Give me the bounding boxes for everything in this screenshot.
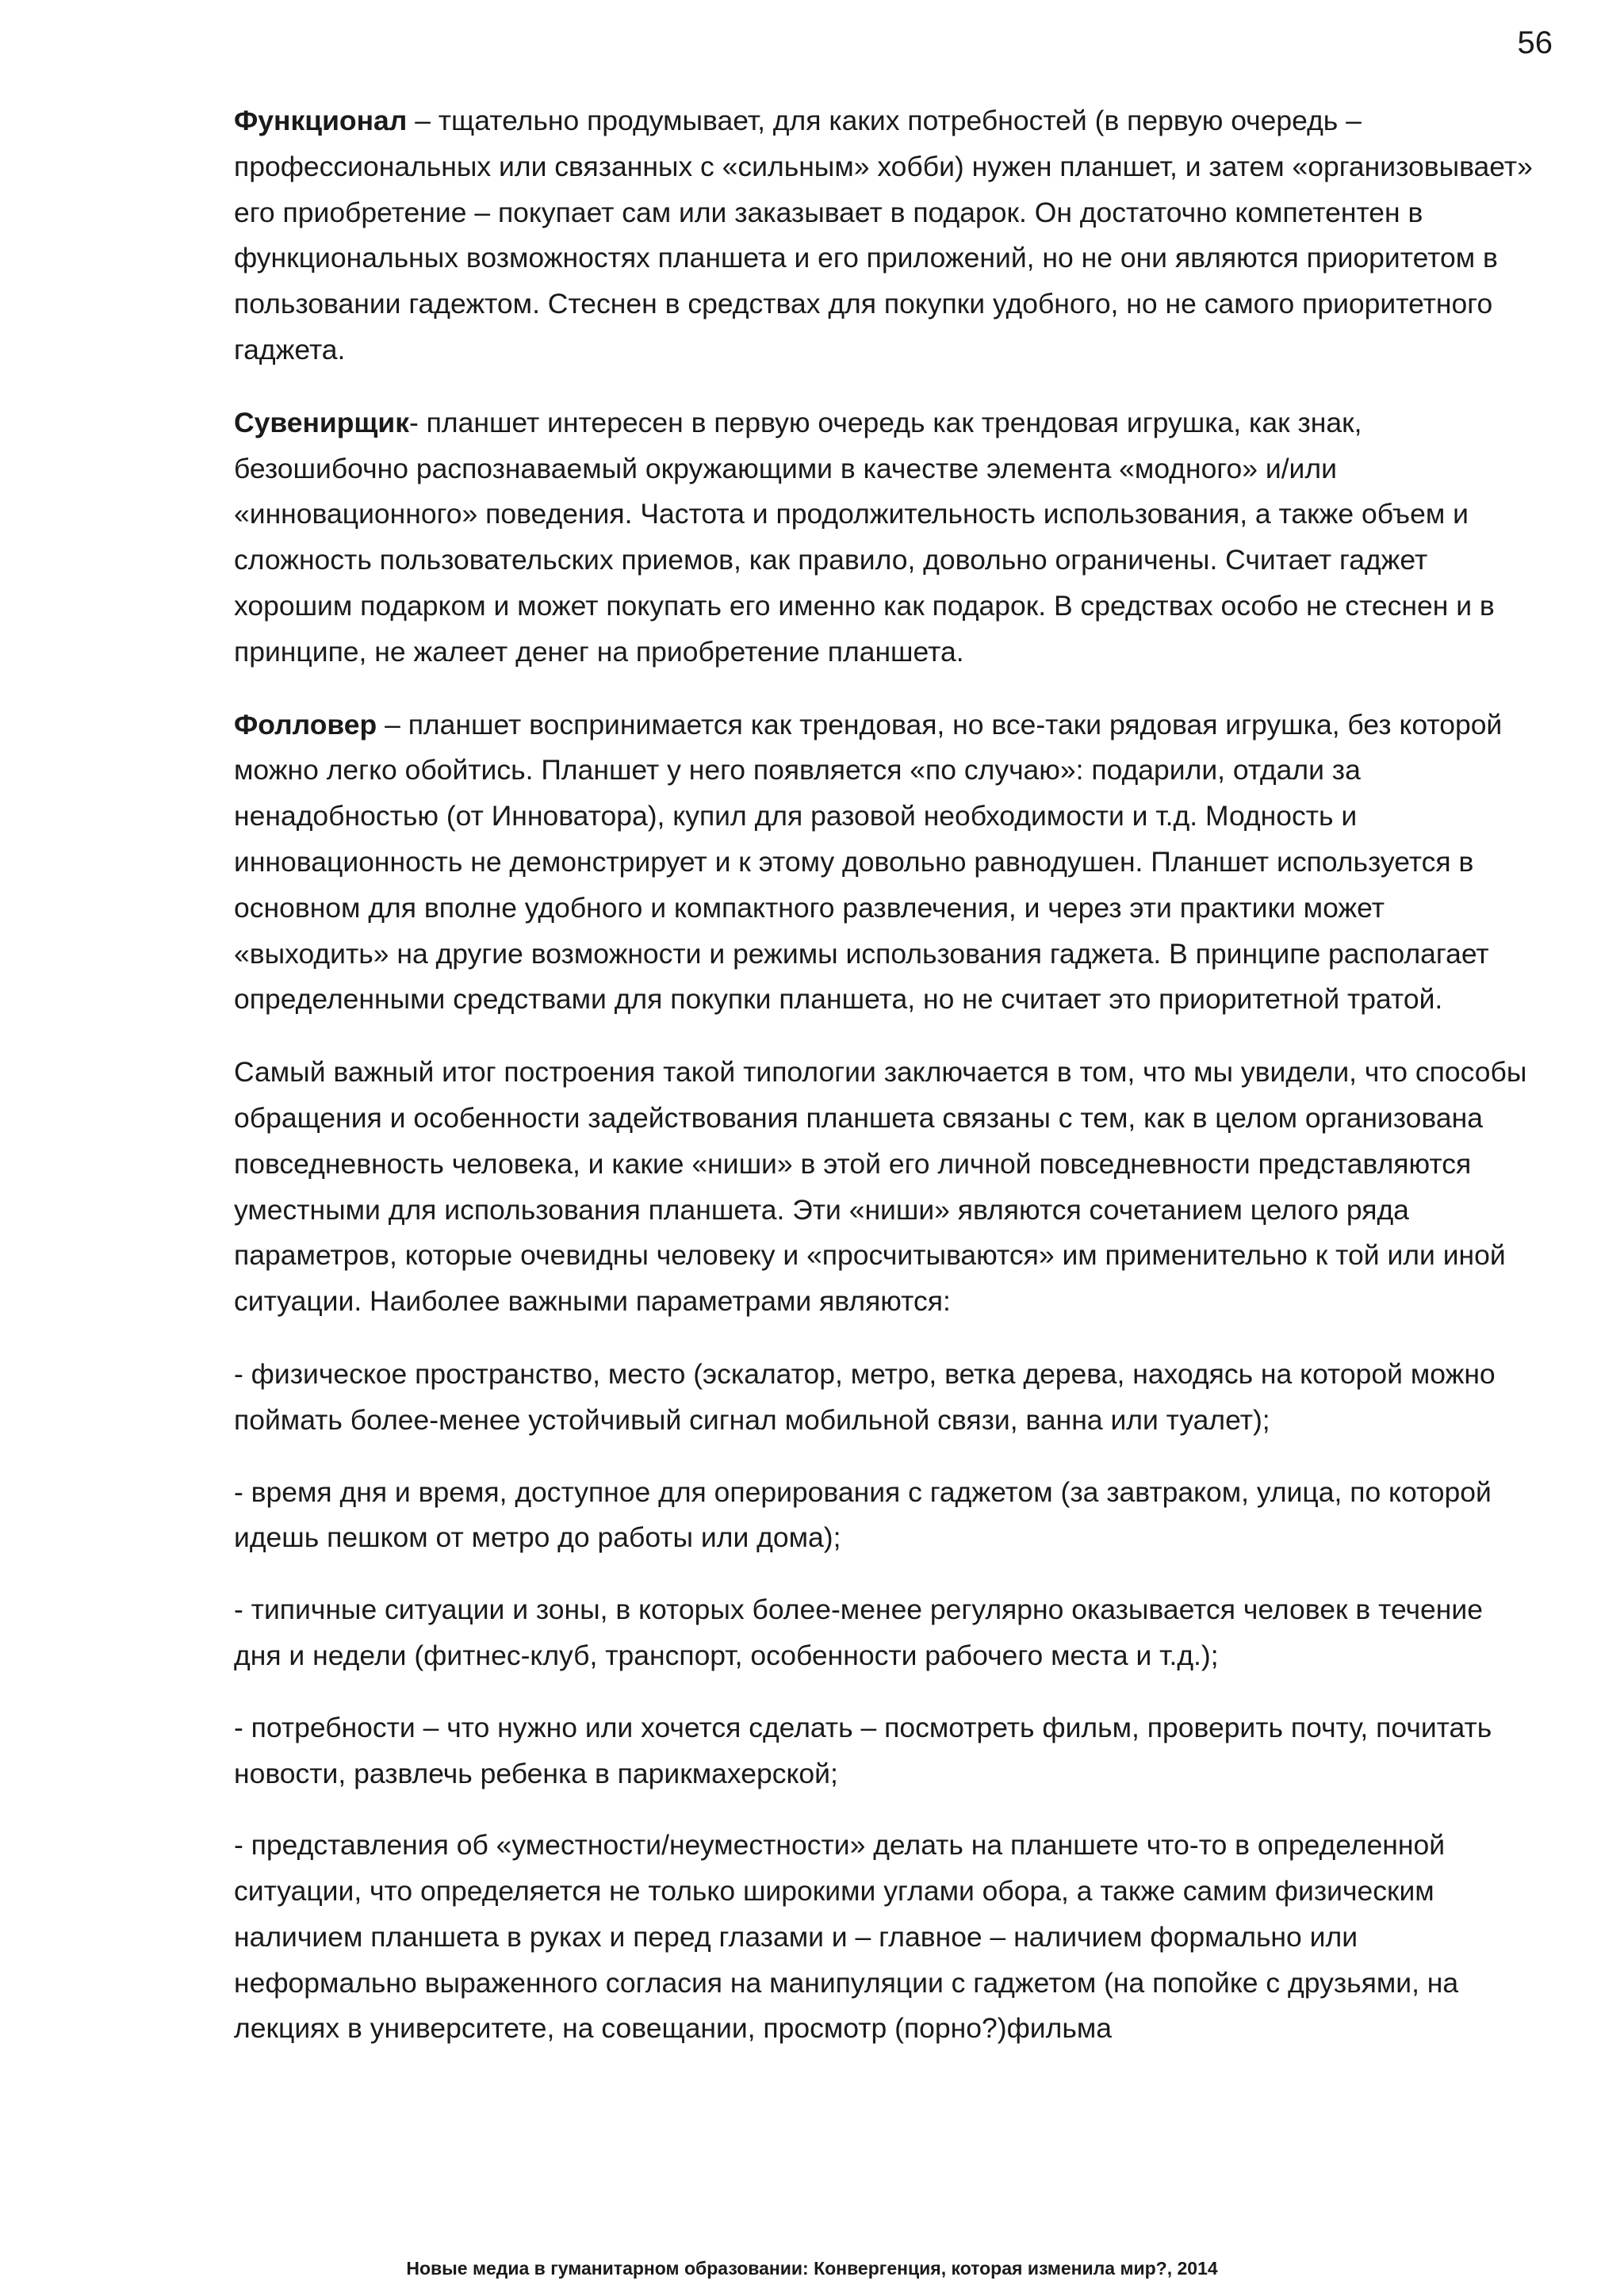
paragraph-functional	[234, 98, 1534, 373]
list-item: - потребности – что нужно или хочется сделать – посмотреть фильм, проверить почту, почитать новости, развлечь ребенка в парикмахерской;	[234, 1711, 1492, 1789]
term-functional: Функционал	[234, 105, 408, 136]
page-footer: Новые медиа в гуманитарном образовании: Конвергенция, которая изменила мир?, 2014	[406, 2258, 1218, 2279]
paragraph-souvenir	[234, 400, 1534, 675]
paragraph-follower	[234, 702, 1534, 1024]
paragraph-souvenir-text: - планшет интересен в первую очередь как трендовая игрушка, как знак, безошибочно распознаваемый окружающими в качестве элемента «модного» и/или «инновационного» поведения. Частота и продолжительность использования, а также объем и сложность пользовательских приемов, как правило, довольно ограничены. Считает гаджет хорошим подарком и может покупать его именно как подарок. В средствах особо не стеснен и в принципе, не жалеет денег на приобретение планшета.	[234, 406, 1495, 668]
list-item: - время дня и время, доступное для оперирования с гаджетом (за завтраком, улица, по которой идешь пешком от метро до работы или дома);	[234, 1475, 1492, 1554]
paragraph-follower-text: – планшет воспринимается как трендовая, но все-таки рядовая игрушка, без которой можно легко обойтись. Планшет у него появляется «по случаю»: подарили, отдали за ненадобностью (от Инноватора), купил для разовой необходимости и т.д. Модность и инновационность не демонстрирует и к этому довольно равнодушен. Планшет используется в основном для вполне удобного и компактного развлечения, и через эти практики может «выходить» на другие возможности и режимы использования гаджета. В принципе располагает определенными средствами для покупки планшета, но не считает это приоритетной тратой.	[234, 708, 1503, 1016]
term-souvenir: Сувенирщик	[234, 406, 409, 438]
term-follower: Фолловер	[234, 708, 377, 740]
page-number: 56	[1517, 25, 1553, 60]
list-item: - физическое пространство, место (эскалатор, метро, ветка дерева, находясь на которой можно поймать более-менее устойчивый сигнал мобильной связи, ванна или туалет);	[234, 1357, 1496, 1436]
paragraph-functional-text: – тщательно продумывает, для каких потребностей (в первую очередь – профессиональных или связанных с «сильным» хобби) нужен планшет, и затем «организовывает» его приобретение – покупает сам или заказывает в подарок. Он достаточно компетентен в функциональных возможностях планшета и его приложений, но не они являются приоритетом в пользовании гадежтом. Стеснен в средствах для покупки удобного, но не самого приоритетного гаджета.	[234, 105, 1533, 365]
list-item: - типичные ситуации и зоны, в которых более-менее регулярно оказывается человек в течение дня и недели (фитнес-клуб, транспорт, особенности рабочего места и т.д.);	[234, 1594, 1483, 1671]
document-body	[234, 98, 1534, 2078]
paragraph-summary: Самый важный итог построения такой типологии заключается в том, что мы увидели, что способы обращения и особенности задействования планшета связаны с тем, как в целом организована повседневность человека, и какие «ниши» в этой его личной повседневности представляются уместными для использования планшета. Эти «ниши» являются сочетанием целого ряда параметров, которые очевидны человеку и «просчитываются» им применительно к той или иной ситуации. Наиболее важными параметрами являются:	[234, 1056, 1527, 1318]
list-item: - представления об «уместности/неуместности» делать на планшете что-то в определенной ситуации, что определяется не только широкими углами обора, а также самим физическим наличием планшета в руках и перед глазами и – главное – наличием формально или неформально выраженного согласия на манипуляции с гаджетом (на попойке с друзьями, на лекциях в университете, на совещании, просмотр (порно?)фильма	[234, 1829, 1459, 2045]
